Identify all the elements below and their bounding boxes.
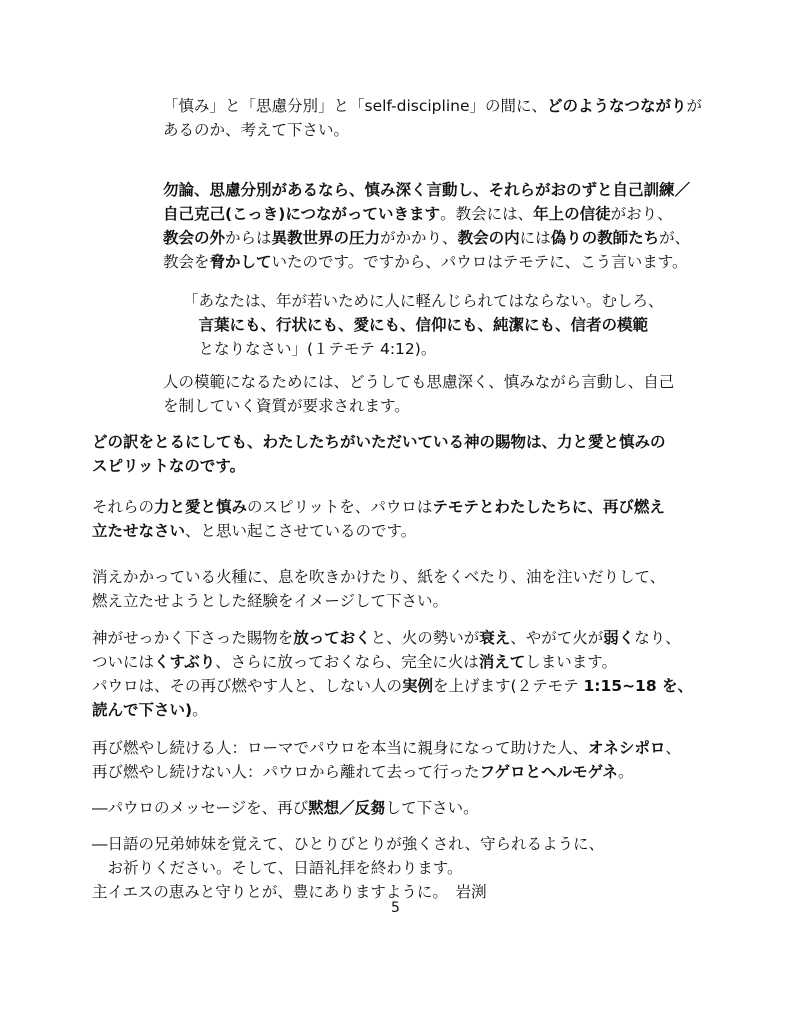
text-run: して下さい。 — [385, 799, 479, 817]
text-run: あるのか、考えて下さい。 — [163, 121, 350, 139]
text-run: 、やがて火が — [510, 629, 604, 647]
text-line — [163, 226, 690, 250]
bold-text: 弱く — [603, 629, 635, 647]
text-run: いたのです。ですから、パウロはテモテに、こう言います。 — [271, 253, 688, 271]
text-run: 「あなたは、年が若いために人に軽んじられてはならない。むしろ、 — [183, 292, 664, 310]
text-run: がかかり、 — [380, 229, 458, 247]
text-line — [163, 394, 674, 418]
text-run: が、 — [659, 229, 691, 247]
text-run: 。教会には、 — [440, 205, 534, 223]
text-run: を上げます(２テモテ — [433, 677, 584, 695]
text-line — [163, 202, 690, 226]
bold-text: テモテとわたしたちに、再び燃え — [432, 498, 665, 516]
text-run: しまいます。 — [525, 653, 618, 671]
text-run: には — [519, 229, 551, 247]
paragraph-examples — [92, 736, 681, 784]
text-run: が — [686, 97, 703, 115]
text-run: お祈りください。そして、日語礼拝を終わります。 — [92, 859, 463, 877]
text-line — [92, 832, 604, 856]
text-line — [92, 589, 665, 613]
text-run: 。 — [617, 763, 634, 781]
bold-text: どのようなつながり — [546, 97, 687, 115]
bold-text: 読んで下さい) — [92, 701, 193, 719]
text-run: 神がせっかく下さった賜物を — [92, 629, 294, 647]
bold-text: 教会の外 — [163, 229, 226, 247]
text-line — [163, 118, 702, 142]
text-line — [163, 94, 702, 118]
text-run: からは — [225, 229, 272, 247]
text-line — [92, 495, 665, 519]
text-run: それらの — [92, 498, 155, 516]
text-line — [92, 565, 665, 589]
bold-text: くすぶり — [154, 653, 216, 671]
text-line — [92, 519, 665, 543]
text-run: がおり、 — [610, 205, 673, 223]
bold-text: 偽りの教師たち — [550, 229, 660, 247]
bold-text: 異教世界の圧力 — [271, 229, 381, 247]
bold-text: 脅かして — [209, 253, 272, 271]
paragraph-gift — [92, 430, 666, 478]
text-line — [183, 313, 664, 337]
bold-text: 教会の内 — [457, 229, 520, 247]
bold-text: 言葉にも、行状にも、愛にも、信仰にも、純潔にも、信者の模範 — [183, 316, 649, 334]
text-line — [92, 760, 681, 784]
text-run: のスピリットを、パウロは — [247, 498, 433, 516]
bold-text: 力と愛と慎み — [154, 498, 248, 516]
text-run: ―日語の兄弟姉妹を覚えて、ひとりびとりが強くされ、守られるように、 — [92, 835, 605, 853]
text-run: 、さらに放っておくなら、完全に火は — [215, 653, 479, 671]
text-line — [92, 796, 479, 820]
bold-text: どの訳をとるにしても、わたしたちがいただいている神の賜物は、力と愛と慎みの — [92, 433, 666, 451]
text-line — [92, 698, 693, 722]
text-run: を制していく資質が要求されます。 — [163, 397, 410, 415]
text-run: 燃え立たせようとした経験をイメージして下さい。 — [92, 592, 449, 610]
text-run: なり、 — [634, 629, 681, 647]
bold-text: 自己克己(こっき)につながっていきます — [163, 205, 441, 223]
paragraph-rekindle — [92, 495, 665, 543]
bold-text: 衰え — [479, 629, 511, 647]
bold-text: 年上の信徒 — [533, 205, 611, 223]
text-run: 。 — [192, 701, 208, 719]
text-line — [92, 430, 666, 454]
text-run: と、火の勢いが — [370, 629, 480, 647]
paragraph-model — [163, 370, 674, 418]
text-run: 「慎み」と「思慮分別」と「self-discipline」の間に、 — [163, 97, 547, 115]
bold-text: 黙想／反芻 — [308, 799, 386, 817]
paragraph-fire-image — [92, 565, 665, 613]
paragraph-neglect — [92, 626, 693, 722]
bold-text: フゲロとヘルモゲネ — [479, 763, 618, 781]
text-line — [92, 650, 693, 674]
text-run: 消えかかっている火種に、息を吹きかけたり、紙をくべたり、油を注いだりして、 — [92, 568, 666, 586]
page-number: 5 — [391, 900, 400, 916]
bold-text: 消えて — [478, 653, 526, 671]
text-run: 、と思い起こさせているのです。 — [185, 522, 417, 540]
text-run: 人の模範になるためには、どうしても思慮深く、慎みながら言動し、自己 — [163, 373, 675, 391]
text-run: 主イエスの恵みと守りとが、豊にありますように。 岩渕 — [92, 883, 487, 901]
text-line — [92, 736, 681, 760]
text-run: 再び燃やし続けない人：パウロから離れて去って行った — [92, 763, 480, 781]
text-line — [163, 370, 674, 394]
text-line — [92, 856, 604, 880]
text-line — [183, 289, 664, 313]
paragraph-closing-prayer — [92, 832, 604, 904]
paragraph-meditate — [92, 796, 479, 820]
bold-text: 放っておく — [293, 629, 371, 647]
text-line — [92, 626, 693, 650]
bold-text: 1:15~18 を、 — [583, 677, 694, 695]
text-run: ついには — [92, 653, 155, 671]
bold-text: 勿論、思慮分別があるなら、慎み深く言動し、それらがおのずと自己訓練／ — [163, 181, 691, 199]
bold-text: 立たせなさい — [92, 522, 186, 540]
scripture-quote — [183, 289, 664, 361]
text-line — [183, 337, 664, 361]
bold-text: スピリットなのです。 — [92, 457, 246, 475]
bold-text: 実例 — [402, 677, 434, 695]
bold-text: オネシポロ — [588, 739, 666, 757]
text-line — [163, 178, 690, 202]
text-run: 教会を — [163, 253, 210, 271]
text-run: となりなさい」(１テモテ 4:12)。 — [183, 340, 437, 358]
paragraph-answer — [163, 178, 690, 274]
text-line — [163, 250, 690, 274]
text-run: 、 — [665, 739, 681, 757]
text-run: ―パウロのメッセージを、再び — [92, 799, 309, 817]
text-line — [92, 674, 693, 698]
paragraph-question — [163, 94, 702, 142]
text-line — [92, 454, 666, 478]
text-run: 再び燃やし続ける人：ローマでパウロを本当に親身になって助けた人、 — [92, 739, 589, 757]
text-run: パウロは、その再び燃やす人と、しない人の — [92, 677, 403, 695]
